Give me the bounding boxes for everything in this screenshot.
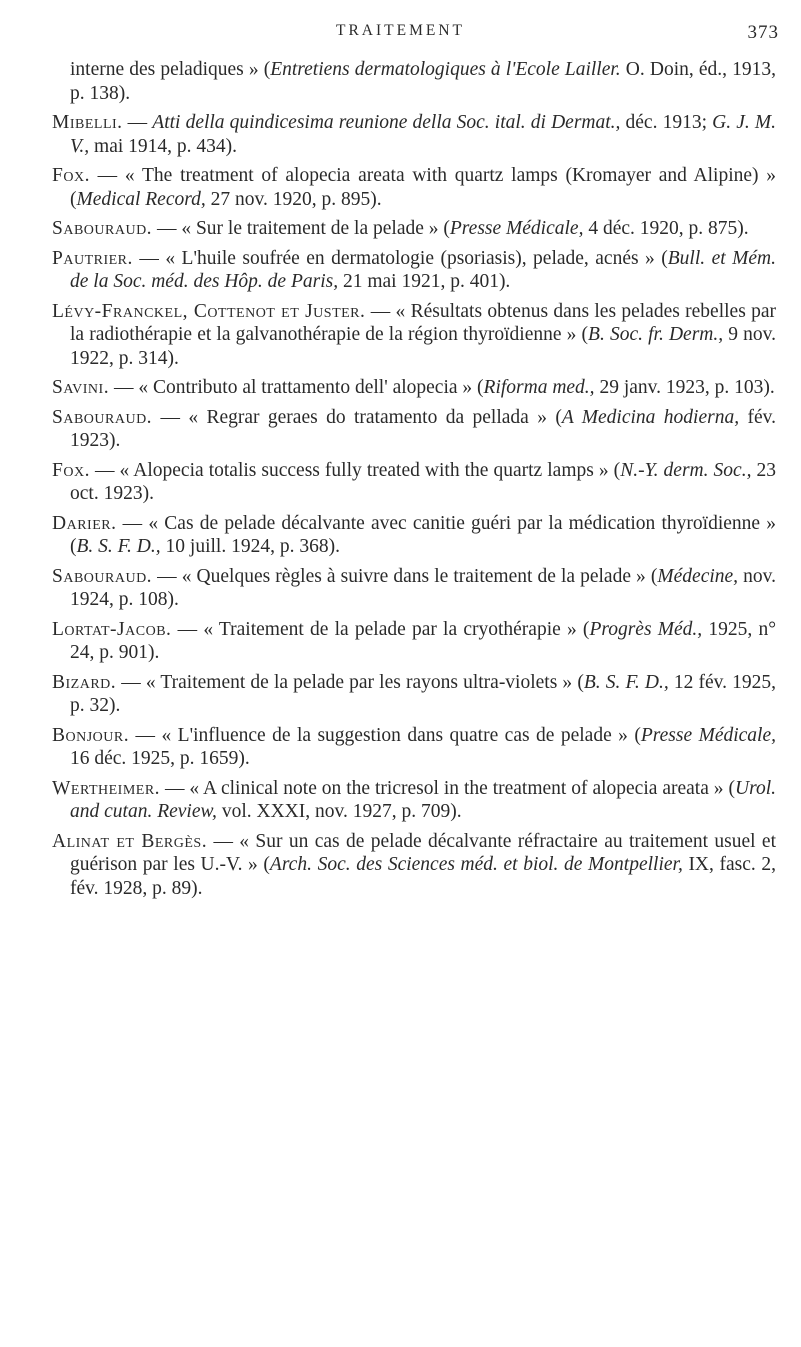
- entry-details: fév. 1923).: [70, 406, 776, 451]
- entry-details: 12 fév. 1925, p. 32).: [70, 671, 776, 716]
- entry-details: 4 déc. 1920, p. 875).: [583, 218, 749, 239]
- entry-details: 1925, n° 24, p. 901).: [70, 618, 776, 663]
- bibliography-entry: [52, 300, 776, 371]
- entry-text: — « L'influence de la suggestion dans quatre cas de pelade » (: [129, 724, 641, 746]
- entry-author: Fox.: [52, 165, 90, 186]
- entry-details: 29 janv. 1923, p. 103).: [594, 377, 775, 398]
- entry-text: interne des peladiques » (: [70, 59, 271, 80]
- entry-author: Lévy-Franckel, Cottenot et Juster.: [52, 300, 366, 322]
- entry-source: Riforma med.,: [483, 377, 595, 398]
- entry-text: — « The treatment of alopecia areata with quartz lamps (Kromayer and Alipine) » (: [70, 165, 776, 210]
- bibliography-entry: [52, 777, 776, 824]
- bibliography-entry: [52, 459, 776, 506]
- bibliography-entry: [52, 217, 776, 241]
- entry-source: Presse Médicale,: [640, 724, 776, 746]
- entry-text: — « Sur un cas de pelade décalvante réfractaire au traitement usuel et guérison par les U.-V. » (: [70, 830, 776, 875]
- bibliography-entry: [52, 830, 776, 901]
- entry-text: — « Résultats obtenus dans les pelades rebelles par la radiothérapie et la galvanothérapie de la région thyroïdienne » (: [70, 300, 776, 345]
- entry-author: Sabouraud.: [52, 565, 153, 587]
- entry-source: Entretiens dermatologiques à l'Ecole Lailler.: [270, 59, 621, 80]
- bibliography-list: [52, 58, 776, 906]
- entry-details: IX, fasc. 2, fév. 1928, p. 89).: [70, 854, 776, 899]
- entry-details: O. Doin, éd., 1913, p. 138).: [70, 59, 776, 104]
- entry-text: — « Cas de pelade décalvante avec canitie guéri par la médication thyroïdienne » (: [70, 512, 776, 557]
- entry-text: — « Contributo al trattamento dell' alopecia » (: [109, 377, 484, 398]
- entry-details: vol. XXXI, nov. 1927, p. 709).: [216, 801, 462, 822]
- entry-source: B. S. F. D.,: [583, 671, 669, 693]
- entry-details-secondary: mai 1914, p. 434).: [89, 135, 238, 157]
- entry-details: déc. 1913;: [620, 112, 713, 133]
- bibliography-entry: [52, 58, 776, 105]
- entry-text: — « A clinical note on the tricresol in the treatment of alopecia areata » (: [160, 777, 735, 799]
- bibliography-entry: [52, 565, 776, 612]
- bibliography-entry: [52, 618, 776, 665]
- entry-author: Sabouraud.: [52, 406, 153, 428]
- entry-details: 9 nov. 1922, p. 314).: [70, 324, 776, 369]
- entry-source: Médecine,: [657, 565, 739, 587]
- entry-source: N.-Y. derm. Soc.,: [620, 459, 752, 481]
- bibliography-entry: [52, 406, 776, 453]
- entry-text: — « Traitement de la pelade par la cryothérapie » (: [171, 618, 590, 640]
- entry-author: Darier.: [52, 512, 117, 534]
- entry-source: Bull. et Mém. de la Soc. méd. des Hôp. de Paris,: [70, 247, 776, 292]
- entry-author: Lortat-Jacob.: [52, 618, 172, 640]
- entry-details: 21 mai 1921, p. 401).: [338, 271, 511, 292]
- bibliography-entry: [52, 376, 776, 400]
- page-number: 373: [747, 22, 779, 43]
- entry-text: — « L'huile soufrée en dermatologie (psoriasis), pelade, acnés » (: [132, 247, 668, 269]
- entry-details: nov. 1924, p. 108).: [70, 565, 776, 610]
- entry-source: Medical Record,: [76, 188, 206, 210]
- entry-text: — « Traitement de la pelade par les rayons ultra-violets » (: [116, 671, 584, 693]
- running-title: TRAITEMENT: [335, 22, 465, 39]
- bibliography-entry: [52, 724, 776, 771]
- entry-author: Fox.: [52, 459, 90, 481]
- entry-text: —: [122, 112, 153, 133]
- entry-source: Presse Médicale,: [449, 218, 584, 239]
- entry-source: Arch. Soc. des Sciences méd. et biol. de Montpellier,: [269, 854, 683, 875]
- running-head: [0, 22, 801, 46]
- entry-source: Atti della quindicesima reunione della Soc. ital. di Dermat.,: [152, 112, 621, 133]
- entry-details: 23 oct. 1923).: [70, 459, 776, 504]
- entry-source-secondary: G. J. M. V.,: [70, 112, 776, 157]
- entry-text: — « Alopecia totalis success fully treated with the quartz lamps » (: [89, 459, 621, 481]
- entry-author: Sabouraud.: [52, 218, 153, 239]
- entry-source: B. S. F. D.,: [76, 536, 161, 557]
- entry-source: A Medicina hodierna,: [561, 406, 740, 428]
- bibliography-entry: [52, 512, 776, 559]
- entry-text: — « Regrar geraes do tratamento da pellada » (: [152, 406, 562, 428]
- bibliography-entry: [52, 164, 776, 211]
- entry-author: Bizard.: [52, 671, 117, 693]
- entry-details: 16 déc. 1925, p. 1659).: [70, 748, 250, 769]
- entry-author: Alinat et Bergès.: [52, 830, 208, 852]
- bibliography-entry: [52, 247, 776, 294]
- entry-source: Urol. and cutan. Review,: [70, 777, 776, 822]
- entry-source: Progrès Méd.,: [589, 618, 703, 640]
- entry-author: Mibelli.: [52, 112, 123, 133]
- entry-author: Bonjour.: [52, 724, 130, 746]
- entry-text: — « Quelques règles à suivre dans le traitement de la pelade » (: [152, 565, 658, 587]
- entry-author: Wertheimer.: [52, 777, 161, 799]
- entry-details: 27 nov. 1920, p. 895).: [205, 188, 382, 210]
- entry-text: — « Sur le traitement de la pelade » (: [152, 218, 450, 239]
- entry-source: B. Soc. fr. Derm.,: [588, 324, 724, 345]
- entry-author: Savini.: [52, 377, 110, 398]
- bibliography-entry: [52, 671, 776, 718]
- entry-author: Pautrier.: [52, 247, 133, 269]
- entry-details: 10 juill. 1924, p. 368).: [160, 536, 340, 557]
- bibliography-entry: [52, 111, 776, 158]
